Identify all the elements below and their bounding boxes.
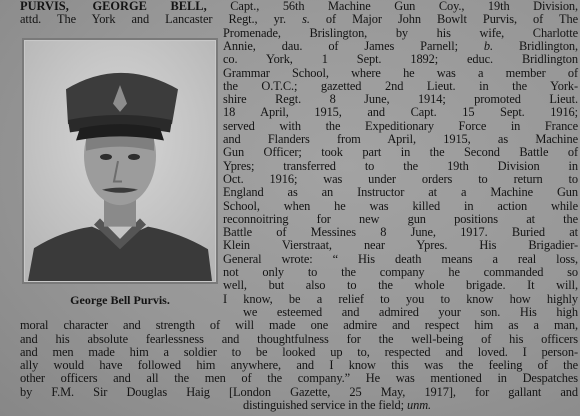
entry-line-7: the O.T.C.; gazetted 2nd Lieut. in the York- [223, 78, 578, 93]
entry-line-30: by F.M. Sir Douglas Haig [London Gazette, 25 May, 1917], for gallant and [20, 384, 578, 399]
entry-line-21: not only to the company he commanded so [223, 265, 578, 279]
entry-line-2 [20, 13, 578, 26]
entry-line-29: other officers and all the men of the company.” He was mentioned in Despatches [20, 371, 578, 386]
entry-line-3: Promenade, Brislington, by his wife, Charlotte [223, 25, 578, 40]
entry-line-23: I know, be a relief to you to know how highly [223, 291, 578, 306]
entry-line-8: shire Regt. 8 June, 1914; promoted Lieut. [223, 92, 578, 107]
entry-line-31-text: distinguished service in the field; [243, 398, 404, 412]
entry-line-1 [20, 0, 578, 13]
entry-line-2-text: attd. The York and Lancaster Regt., yr. [20, 12, 287, 27]
entry-line-25: moral character and strength of will made one admire and respect him as a man, [20, 318, 578, 333]
entry-line-1-text: Capt., 56th Machine Gun Coy., 19th Division, [230, 0, 579, 13]
entry-born-abbr: b. [483, 38, 493, 53]
entry-line-20: General wrote: “ His death means a real loss, [223, 251, 578, 266]
entry-unmarried-abbr: unm. [407, 398, 432, 412]
entry-line-10: served with the Expeditionary Force in France [223, 118, 578, 133]
entry-line-9: 18 April, 1915, and Capt. 15 Sept. 1916; [223, 105, 578, 120]
portrait-photo [22, 38, 218, 284]
entry-line-4-text: Annie, dau. of James Parnell; [223, 38, 458, 53]
entry-line-11: and Flanders from April, 1915, as Machine [223, 132, 578, 146]
entry-line-13: Ypres; transferred to the 19th Division in [223, 158, 578, 173]
portrait-figure [22, 38, 218, 284]
entry-line-12: Gun Officer; took part in the Second Battle of [223, 145, 578, 160]
entry-name: PURVIS, GEORGE BELL, [20, 0, 207, 13]
entry-line-5: co. York, 1 Sept. 1892; educ. Bridlington [223, 52, 578, 67]
entry-line-26: and his absolute fearlessness and thoughtfulness for the well-being of his officers [20, 331, 578, 346]
entry-line-27: and men made him a soldier to be looked up to, respected and loved. I person- [20, 344, 578, 359]
entry-line-4-rest: Bridlington, [518, 38, 579, 53]
entry-line-18: Battle of Messines 8 June, 1917. Buried at [223, 225, 578, 240]
photo-caption: George Bell Purvis. [70, 292, 170, 307]
entry-line-14: Oct. 1916; was under orders to return to [223, 171, 578, 186]
entry-line-19: Klein Vierstraat, near Ypres. His Brigadier- [223, 238, 578, 253]
entry-line-28: ally would have followed him anywhere, and I know this was the feeling of the [20, 358, 578, 373]
entry-line-22: well, but also to the whole brigade. It will, [223, 278, 578, 293]
entry-line-2-rest: of Major John Bowlt Purvis, of The [325, 12, 578, 27]
entry-line-31 [243, 399, 431, 412]
entry-line-6: Grammar School, where he was a member of [223, 65, 578, 80]
entry-line-15: England as an Instructor at a Machine Gun [223, 185, 578, 200]
entry-line-16: School, when he was killed in action while [223, 198, 578, 213]
entry-line-17: reconnoitring for new gun positions at the [223, 211, 578, 226]
entry-son-abbr: s. [302, 12, 310, 27]
entry-line-24: we esteemed and admired your son. His high [243, 304, 578, 319]
entry-line-4 [223, 40, 578, 53]
